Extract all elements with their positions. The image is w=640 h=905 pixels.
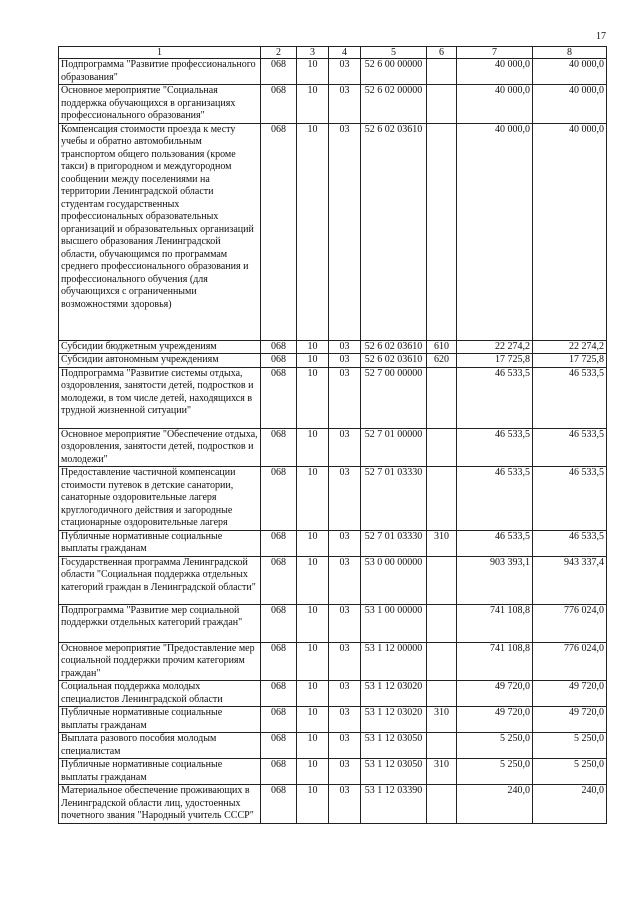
cell-col-2: 068 (261, 733, 297, 759)
cell-col-6: 310 (427, 707, 457, 733)
col-header-8: 8 (533, 47, 607, 59)
cell-col-6 (427, 642, 457, 681)
cell-col-8: 49 720,0 (533, 681, 607, 707)
cell-col-7: 17 725,8 (457, 354, 533, 368)
cell-col-2: 068 (261, 59, 297, 85)
cell-col-8: 5 250,0 (533, 759, 607, 785)
cell-col-4: 03 (329, 123, 361, 340)
col-header-3: 3 (297, 47, 329, 59)
cell-col-6 (427, 367, 457, 428)
row-name-cell: Подпрограмма "Развитие системы отдыха, оздоровления, занятости детей, подростков и молодежи, в том числе детей, находящихся в трудной жизненной ситуации" (59, 367, 261, 428)
cell-col-6 (427, 733, 457, 759)
cell-col-2: 068 (261, 785, 297, 824)
cell-col-5: 53 0 00 00000 (361, 556, 427, 604)
cell-col-7: 46 533,5 (457, 467, 533, 531)
cell-col-6 (427, 556, 457, 604)
cell-col-5: 52 6 02 03610 (361, 340, 427, 354)
cell-col-2: 068 (261, 340, 297, 354)
cell-col-5: 52 6 02 03610 (361, 354, 427, 368)
cell-col-2: 068 (261, 604, 297, 642)
row-name-cell: Социальная поддержка молодых специалистов Ленинградской области (59, 681, 261, 707)
cell-col-5: 53 1 00 00000 (361, 604, 427, 642)
cell-col-2: 068 (261, 467, 297, 531)
row-name-cell: Материальное обеспечение проживающих в Ленинградской области лиц, удостоенных почетного звания "Народный учитель СССР" (59, 785, 261, 824)
row-name-cell: Субсидии автономным учреждениям (59, 354, 261, 368)
cell-col-2: 068 (261, 556, 297, 604)
cell-col-8: 22 274,2 (533, 340, 607, 354)
row-name-cell: Основное мероприятие "Социальная поддержка обучающихся в организациях профессионального образования" (59, 85, 261, 124)
cell-col-5: 53 1 12 03390 (361, 785, 427, 824)
cell-col-6 (427, 681, 457, 707)
cell-col-2: 068 (261, 642, 297, 681)
cell-col-4: 03 (329, 354, 361, 368)
cell-col-7: 46 533,5 (457, 367, 533, 428)
table-row (59, 428, 607, 467)
cell-col-8: 776 024,0 (533, 604, 607, 642)
cell-col-6 (427, 123, 457, 340)
cell-col-7: 5 250,0 (457, 759, 533, 785)
cell-col-4: 03 (329, 642, 361, 681)
table-row (59, 681, 607, 707)
cell-col-8: 5 250,0 (533, 733, 607, 759)
table-row (59, 530, 607, 556)
cell-col-3: 10 (297, 428, 329, 467)
cell-col-6: 620 (427, 354, 457, 368)
cell-col-8: 46 533,5 (533, 367, 607, 428)
cell-col-4: 03 (329, 785, 361, 824)
page-number: 17 (596, 31, 606, 42)
row-name-cell: Компенсация стоимости проезда к месту учебы и обратно автомобильным транспортом общего пользования (кроме такси) в пригородном и междугородном сообщении между поселениями на территории Ленинградской области студентам государственных профессиональных образовательных организаций и образовательных организаций высшего образования Ленинградской области, обучающимся по программам среднего профессионального образования и профессионального обучения (для обучающихся с ограниченными возможностями здоровья) (59, 123, 261, 340)
cell-col-3: 10 (297, 681, 329, 707)
cell-col-5: 52 7 01 00000 (361, 428, 427, 467)
cell-col-8: 17 725,8 (533, 354, 607, 368)
cell-col-3: 10 (297, 59, 329, 85)
cell-col-6: 310 (427, 759, 457, 785)
cell-col-5: 53 1 12 03050 (361, 759, 427, 785)
row-name-cell: Публичные нормативные социальные выплаты гражданам (59, 759, 261, 785)
budget-table (58, 46, 607, 824)
cell-col-7: 40 000,0 (457, 85, 533, 124)
col-header-5: 5 (361, 47, 427, 59)
table-row (59, 759, 607, 785)
table-row (59, 733, 607, 759)
cell-col-8: 46 533,5 (533, 467, 607, 531)
row-name-cell: Публичные нормативные социальные выплаты гражданам (59, 530, 261, 556)
cell-col-7: 5 250,0 (457, 733, 533, 759)
cell-col-6 (427, 785, 457, 824)
table-row (59, 785, 607, 824)
cell-col-6: 310 (427, 530, 457, 556)
cell-col-3: 10 (297, 642, 329, 681)
table-row (59, 367, 607, 428)
table-row (59, 556, 607, 604)
cell-col-4: 03 (329, 467, 361, 531)
cell-col-7: 46 533,5 (457, 530, 533, 556)
cell-col-2: 068 (261, 681, 297, 707)
cell-col-8: 40 000,0 (533, 123, 607, 340)
row-name-cell: Предоставление частичной компенсации стоимости путевок в детские санатории, санаторные оздоровительные лагеря круглогодичного действия и загородные стационарные оздоровительные лагеря (59, 467, 261, 531)
cell-col-7: 903 393,1 (457, 556, 533, 604)
cell-col-3: 10 (297, 556, 329, 604)
cell-col-7: 49 720,0 (457, 707, 533, 733)
row-name-cell: Субсидии бюджетным учреждениям (59, 340, 261, 354)
cell-col-2: 068 (261, 428, 297, 467)
cell-col-7: 49 720,0 (457, 681, 533, 707)
cell-col-6: 610 (427, 340, 457, 354)
cell-col-3: 10 (297, 733, 329, 759)
cell-col-8: 240,0 (533, 785, 607, 824)
cell-col-2: 068 (261, 759, 297, 785)
cell-col-5: 52 6 00 00000 (361, 59, 427, 85)
row-name-cell: Подпрограмма "Развитие профессионального образования" (59, 59, 261, 85)
cell-col-5: 52 7 01 03330 (361, 467, 427, 531)
cell-col-5: 53 1 12 03020 (361, 681, 427, 707)
cell-col-4: 03 (329, 340, 361, 354)
header-row (59, 47, 607, 59)
table-row (59, 642, 607, 681)
cell-col-5: 52 7 00 00000 (361, 367, 427, 428)
cell-col-5: 52 7 01 03330 (361, 530, 427, 556)
cell-col-4: 03 (329, 681, 361, 707)
cell-col-4: 03 (329, 59, 361, 85)
cell-col-8: 49 720,0 (533, 707, 607, 733)
col-header-4: 4 (329, 47, 361, 59)
table-row (59, 123, 607, 340)
cell-col-8: 46 533,5 (533, 530, 607, 556)
cell-col-3: 10 (297, 367, 329, 428)
cell-col-7: 22 274,2 (457, 340, 533, 354)
cell-col-6 (427, 85, 457, 124)
cell-col-7: 741 108,8 (457, 604, 533, 642)
cell-col-4: 03 (329, 530, 361, 556)
table-row (59, 85, 607, 124)
table-row (59, 340, 607, 354)
col-header-6: 6 (427, 47, 457, 59)
cell-col-3: 10 (297, 340, 329, 354)
cell-col-2: 068 (261, 123, 297, 340)
col-header-7: 7 (457, 47, 533, 59)
col-header-1: 1 (59, 47, 261, 59)
row-name-cell: Подпрограмма "Развитие мер социальной поддержки отдельных категорий граждан" (59, 604, 261, 642)
cell-col-3: 10 (297, 604, 329, 642)
cell-col-3: 10 (297, 785, 329, 824)
cell-col-4: 03 (329, 604, 361, 642)
cell-col-2: 068 (261, 367, 297, 428)
table-row (59, 354, 607, 368)
cell-col-3: 10 (297, 467, 329, 531)
cell-col-3: 10 (297, 354, 329, 368)
table-body (59, 59, 607, 824)
cell-col-4: 03 (329, 707, 361, 733)
row-name-cell: Выплата разового пособия молодым специалистам (59, 733, 261, 759)
row-name-cell: Основное мероприятие "Предоставление мер социальной поддержки прочим категориям граждан" (59, 642, 261, 681)
cell-col-2: 068 (261, 85, 297, 124)
cell-col-5: 52 6 02 00000 (361, 85, 427, 124)
cell-col-3: 10 (297, 530, 329, 556)
cell-col-8: 40 000,0 (533, 59, 607, 85)
row-name-cell: Основное мероприятие "Обеспечение отдыха, оздоровления, занятости детей, подростков и молодежи" (59, 428, 261, 467)
cell-col-4: 03 (329, 428, 361, 467)
row-name-cell: Публичные нормативные социальные выплаты гражданам (59, 707, 261, 733)
cell-col-8: 776 024,0 (533, 642, 607, 681)
cell-col-4: 03 (329, 759, 361, 785)
cell-col-2: 068 (261, 530, 297, 556)
cell-col-7: 741 108,8 (457, 642, 533, 681)
cell-col-8: 46 533,5 (533, 428, 607, 467)
cell-col-3: 10 (297, 123, 329, 340)
cell-col-8: 943 337,4 (533, 556, 607, 604)
cell-col-5: 53 1 12 00000 (361, 642, 427, 681)
cell-col-6 (427, 467, 457, 531)
table-row (59, 467, 607, 531)
cell-col-8: 40 000,0 (533, 85, 607, 124)
cell-col-7: 40 000,0 (457, 123, 533, 340)
cell-col-4: 03 (329, 85, 361, 124)
cell-col-5: 53 1 12 03020 (361, 707, 427, 733)
cell-col-5: 52 6 02 03610 (361, 123, 427, 340)
cell-col-6 (427, 604, 457, 642)
table-row (59, 59, 607, 85)
cell-col-7: 240,0 (457, 785, 533, 824)
cell-col-5: 53 1 12 03050 (361, 733, 427, 759)
table-row (59, 707, 607, 733)
cell-col-4: 03 (329, 733, 361, 759)
cell-col-3: 10 (297, 707, 329, 733)
cell-col-4: 03 (329, 367, 361, 428)
cell-col-7: 46 533,5 (457, 428, 533, 467)
cell-col-2: 068 (261, 707, 297, 733)
table-row (59, 604, 607, 642)
cell-col-4: 03 (329, 556, 361, 604)
col-header-2: 2 (261, 47, 297, 59)
row-name-cell: Государственная программа Ленинградской области "Социальная поддержка отдельных категорий граждан в Ленинградской области" (59, 556, 261, 604)
cell-col-3: 10 (297, 759, 329, 785)
cell-col-6 (427, 59, 457, 85)
cell-col-7: 40 000,0 (457, 59, 533, 85)
cell-col-2: 068 (261, 354, 297, 368)
cell-col-3: 10 (297, 85, 329, 124)
cell-col-6 (427, 428, 457, 467)
